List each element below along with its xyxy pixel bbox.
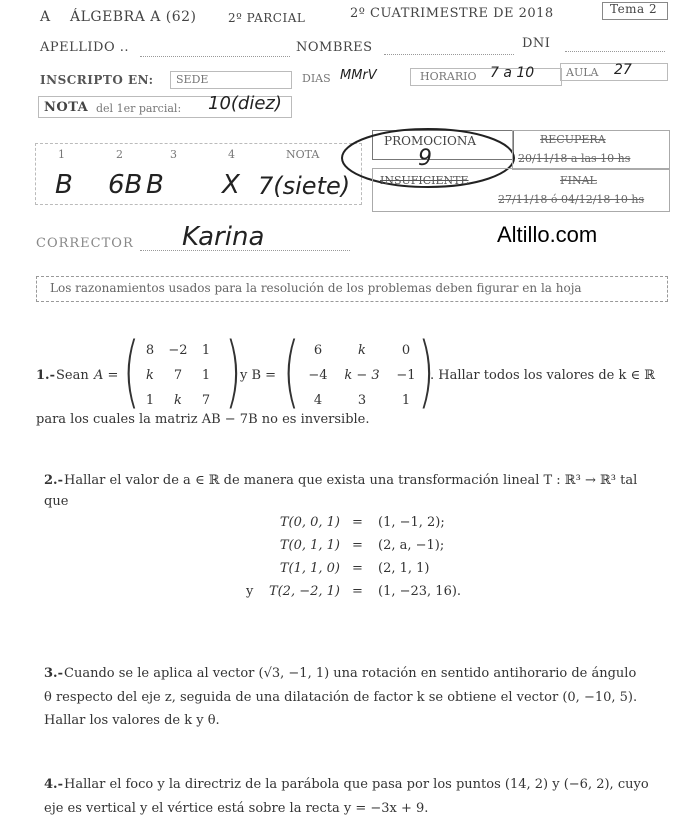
matrix-a-left-paren: ( [122,327,140,417]
horario-label: HORARIO [420,70,477,83]
problem1-line2: para los cuales la matriz AB − 7B no es inversible. [36,412,370,427]
equation-2-rel: = [352,561,363,576]
matrix-b-name: y B = [240,368,277,383]
inscripto-label: INSCRIPTO EN: [40,73,154,87]
exam-cuatrimestre: 2º CUATRIMESTRE DE 2018 [350,6,554,21]
matrix-a-name: A = [94,368,119,383]
matrix-b-cell-1-1: k − 3 [344,368,380,383]
final-date: 27/11/18 ó 04/12/18 10 hs [498,193,645,206]
aula-label: AULA [566,66,599,79]
matrix-a-cell-2-1: k [174,393,182,408]
equation-3-rhs: (1, −23, 16). [378,584,462,599]
equation-0-lhs: T(0, 0, 1) [279,515,340,530]
problem1-intro: Sean [56,368,89,383]
equation-1-lhs: T(0, 1, 1) [279,538,340,553]
nombres-label: NOMBRES [296,40,373,55]
equation-0-rel: = [352,515,363,530]
recupera-date: 20/11/18 a las 10 hs [518,152,631,165]
matrix-b-right-paren: ) [417,327,435,417]
matrix-a-cell-1-2: 1 [201,368,211,383]
recupera-label: RECUPERA [540,133,606,146]
matrix-b-left-paren: ( [282,327,300,417]
equation-3-lhs: T(2, −2, 1) [268,584,340,599]
problem3-line2: θ respecto del eje z, seguida de una dilatación de factor k se obtiene el vector (0, −10, 5). [44,690,638,705]
matrix-b-cell-2-0: 4 [313,393,323,408]
problem1-tail: . Hallar todos los valores de k ∈ ℝ [430,368,656,383]
matrix-a-cell-0-1: −2 [168,343,188,358]
grade-mark-3: B [146,170,164,200]
equation-2-lhs: T(1, 1, 0) [279,561,340,576]
equation-3-rel: = [352,584,363,599]
sede-label: SEDE [176,73,209,86]
problem2-text2: que [44,494,69,509]
dni-line [565,51,665,52]
dni-label: DNI [522,36,551,51]
promociona-mark: 9 [418,146,432,171]
exam-letter: A [40,9,51,25]
dias-value: MMrV [340,68,377,83]
equation-1-rel: = [352,538,363,553]
grade-col-nota: NOTA [286,148,320,161]
grade-col-1: 1 [58,148,65,161]
matrix-b-cell-1-2: −1 [396,368,416,383]
equation-0-rhs: (1, −1, 2); [378,515,445,530]
grade-mark-4: X [222,170,240,200]
corrector-label: CORRECTOR [36,236,134,251]
insuficiente-label: INSUFICIENTE [380,174,469,187]
matrix-a-cell-2-2: 7 [201,393,211,408]
apellido-label: APELLIDO .. [40,40,130,55]
exam-parcial: 2º PARCIAL [228,11,306,25]
matrix-b-cell-0-1: k [358,343,366,358]
matrix-b-cell-1-0: −4 [308,368,328,383]
problem2-text: Hallar el valor de a ∈ ℝ de manera que exista una transformación lineal T : ℝ³ → ℝ³ tal [64,473,638,488]
exam-subject: ÁLGEBRA A (62) [70,9,197,25]
matrix-a-right-paren: ) [224,327,242,417]
problem1-number [36,368,55,383]
apellido-line [140,56,290,57]
grade-mark-1: B [55,170,73,200]
problem3-line1: Cuando se le aplica al vector (√3, −1, 1) una rotación en sentido antihorario de ángulo [64,666,637,681]
matrix-a-cell-2-0: 1 [145,393,155,408]
note-text: Los razonamientos usados para la resolución de los problemas deben figurar en la hoja [50,281,582,295]
promociona-label: PROMOCIONA [384,134,476,148]
grade-mark-2: 6B [108,170,143,200]
grade-col-2: 2 [116,148,123,161]
watermark: Altillo.com [497,222,598,247]
problem4-line1: Hallar el foco y la directriz de la parábola que pasa por los puntos (14, 2) y (−6, 2), cuyo [64,777,649,792]
corrector-signature: Karina [182,222,265,252]
matrix-b-cell-2-2: 1 [401,393,411,408]
matrix-b-cell-0-0: 6 [313,343,323,358]
equation-2-rhs: (2, 1, 1) [378,561,430,576]
matrix-a-cell-0-0: 8 [145,343,155,358]
nota-value: 10(diez) [208,93,282,114]
nota-label: NOTA [44,100,89,115]
matrix-a-cell-1-1: 7 [173,368,183,383]
problem4-line2: eje es vertical y el vértice está sobre la recta y = −3x + 9. [44,801,429,816]
matrix-b-cell-2-1: 3 [357,393,367,408]
problem3-number: 3.- [44,666,63,681]
equation-3-prefix: y [246,584,254,599]
problem1-number-text: 1.- [36,368,55,383]
exam-tema: Tema 2 [610,2,658,16]
matrix-b-cell-0-2: 0 [401,343,411,358]
horario-value: 7 a 10 [490,65,535,81]
matrix-a-cell-0-2: 1 [201,343,211,358]
matrix-a-cell-1-0: k [146,368,154,383]
grade-mark-nota: 7(siete) [258,172,351,200]
final-label: FINAL [560,174,597,187]
grade-col-4: 4 [228,148,235,161]
dias-label: DIAS [302,72,331,85]
nota-rest: del 1er parcial: [96,102,182,115]
problem3-line3: Hallar los valores de k y θ. [44,713,220,728]
nombres-line [384,54,514,55]
grade-col-3: 3 [170,148,177,161]
aula-value: 27 [614,62,632,78]
equation-1-rhs: (2, a, −1); [378,538,445,553]
problem2-number: 2.- [44,473,63,488]
problem4-number: 4.- [44,777,63,792]
